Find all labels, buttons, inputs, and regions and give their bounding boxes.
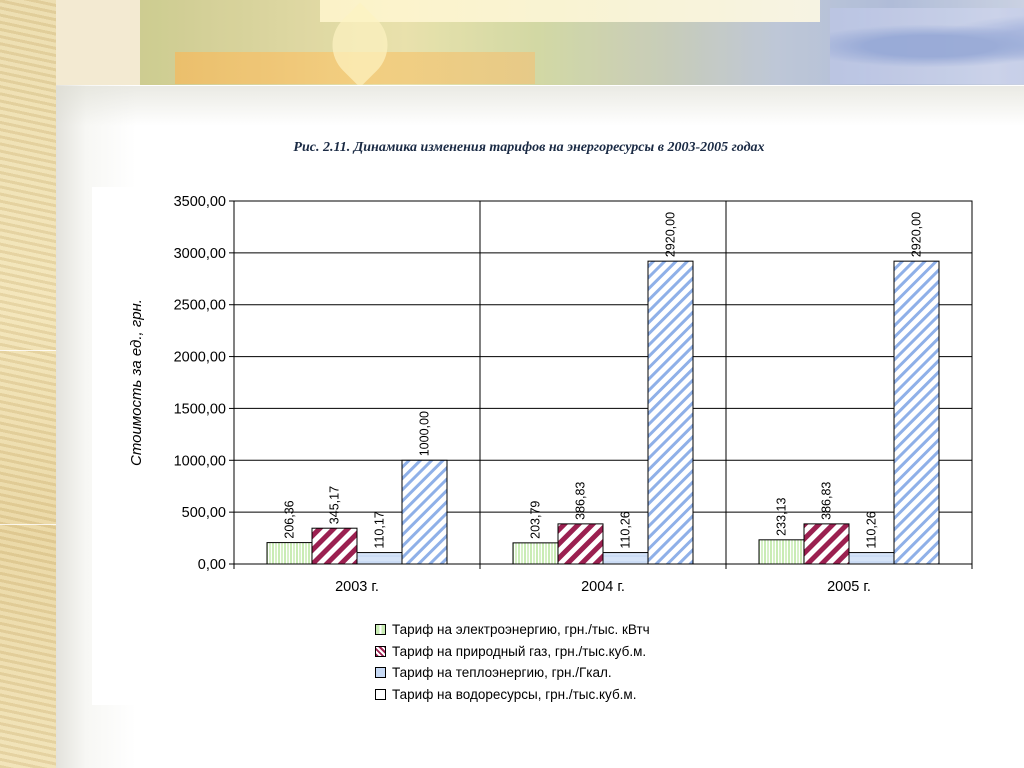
legend-label: Тариф на водоресурсы, грн./тыс.куб.м. [392, 686, 637, 702]
y-tick-label: 3000,00 [173, 245, 226, 262]
banner-shadow [56, 86, 1024, 126]
bar-heat [357, 553, 402, 564]
legend-item [375, 619, 650, 641]
data-label: 345,17 [327, 485, 342, 525]
data-label: 386,83 [819, 481, 834, 520]
bar-water [402, 460, 447, 564]
x-tick-label: 2005 г. [827, 579, 871, 595]
y-tick-label: 1000,00 [173, 453, 226, 470]
bar-gas [312, 528, 357, 564]
plot-area [128, 194, 972, 595]
decorative-banner [140, 0, 1024, 86]
bar-electricity [267, 543, 312, 564]
legend-swatch-water [375, 689, 386, 700]
parchment-crease [0, 350, 56, 351]
legend-swatch-gas [375, 646, 386, 657]
legend-swatch-heat [375, 667, 386, 678]
bar-electricity [513, 543, 558, 564]
x-tick-label: 2003 г. [335, 579, 379, 595]
y-tick-label: 2500,00 [173, 297, 226, 314]
legend-item [375, 662, 650, 684]
x-tick-label: 2004 г. [581, 579, 625, 595]
bar-electricity [759, 540, 804, 564]
y-tick-label: 1500,00 [173, 401, 226, 418]
bar-water [894, 261, 939, 564]
y-tick-label: 2000,00 [173, 349, 226, 366]
legend-label: Тариф на природный газ, грн./тыс.куб.м. [392, 643, 647, 659]
bar-water [648, 261, 693, 564]
data-label: 386,83 [573, 481, 588, 520]
y-tick-label: 500,00 [181, 505, 226, 522]
legend-label: Тариф на теплоэнергию, грн./Гкал. [392, 665, 612, 680]
legend-item [375, 641, 650, 663]
data-label: 233,13 [774, 497, 789, 536]
bar-gas [558, 524, 603, 564]
data-label: 1000,00 [417, 411, 432, 457]
legend-label: Тариф на электроэнергию, грн./тыс. кВтч [392, 622, 650, 637]
banner-blue-area [830, 8, 1024, 84]
bar-gas [804, 524, 849, 564]
legend-item [375, 684, 650, 706]
data-label: 2920,00 [909, 211, 924, 258]
data-label: 206,36 [282, 500, 297, 539]
banner-cream-band [320, 0, 820, 22]
y-tick-label: 3500,00 [173, 194, 226, 210]
figure-caption: Рис. 2.11. Динамика изменения тарифов на энергоресурсы в 2003-2005 годах [293, 140, 765, 155]
data-label: 110,26 [618, 511, 633, 549]
parchment-crease [0, 524, 56, 525]
y-tick-label: 0,00 [197, 557, 226, 573]
data-label: 110,26 [864, 511, 879, 549]
bar-heat [849, 553, 894, 564]
data-label: 2920,00 [663, 211, 678, 258]
data-label: 203,79 [528, 500, 543, 539]
bar-heat [603, 553, 648, 564]
data-label: 110,17 [372, 511, 387, 549]
parchment-strip [0, 0, 56, 768]
plot-border [234, 201, 972, 564]
legend-swatch-electricity [375, 624, 386, 635]
chart-legend [375, 619, 650, 705]
y-axis-title: Стоимость за ед., грн. [128, 299, 145, 466]
